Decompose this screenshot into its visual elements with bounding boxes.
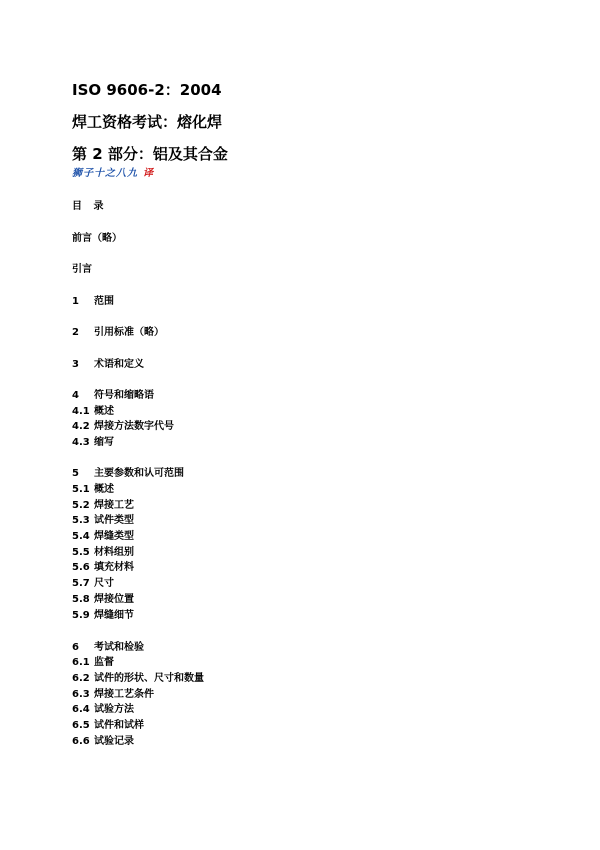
translator-suffix: 译 xyxy=(143,168,154,179)
toc-entry-number: 5 xyxy=(72,468,79,479)
toc-entry-number: 5.3 xyxy=(72,515,90,526)
toc-entry xyxy=(72,515,134,527)
toc-entry-text: 范围 xyxy=(94,296,114,307)
toc-entry-text: 主要参数和认可范围 xyxy=(94,468,184,479)
toc-entry-text: 引用标准（略） xyxy=(94,327,164,338)
toc-entry-text: 试验方法 xyxy=(94,704,134,715)
translator-credit xyxy=(72,168,154,180)
toc-entry-number: 6 xyxy=(72,642,79,653)
toc-entry-number: 5.1 xyxy=(72,484,90,495)
toc-entry xyxy=(72,720,144,732)
toc-entry-text: 引言 xyxy=(72,264,92,275)
toc-entry-text: 试件和试样 xyxy=(94,720,144,731)
toc-entry xyxy=(72,657,114,669)
toc-entry xyxy=(72,736,134,748)
toc-entry xyxy=(72,500,134,512)
toc-entry xyxy=(72,562,134,574)
toc-entry-text: 焊接工艺 xyxy=(94,500,134,511)
toc-entry xyxy=(72,704,134,716)
toc-entry xyxy=(72,359,144,371)
toc-entry xyxy=(72,689,154,701)
toc-entry-number: 1 xyxy=(72,296,79,307)
toc-entry-number: 4 xyxy=(72,390,79,401)
toc-entry-number: 5.8 xyxy=(72,594,90,605)
toc-entry-text: 焊接工艺条件 xyxy=(94,689,154,700)
toc-entry xyxy=(72,390,154,402)
toc-entry xyxy=(72,484,114,496)
toc-entry-number: 5.7 xyxy=(72,578,90,589)
toc-entry xyxy=(72,437,114,449)
toc-entry-number: 6.5 xyxy=(72,720,90,731)
toc-entry-text: 概述 xyxy=(94,484,114,495)
toc-entry-number: 6.4 xyxy=(72,704,90,715)
toc-entry-text: 填充材料 xyxy=(94,562,134,573)
toc-entry xyxy=(72,421,174,433)
toc-entry-text: 考试和检验 xyxy=(94,642,144,653)
toc-entry-number: 6.1 xyxy=(72,657,90,668)
toc-entry-text: 试件的形状、尺寸和数量 xyxy=(94,673,204,684)
toc-entry-number: 5.9 xyxy=(72,610,90,621)
toc-entry-number: 2 xyxy=(72,327,79,338)
toc-entry-text: 符号和缩略语 xyxy=(94,390,154,401)
document-title: 焊工资格考试：熔化焊 xyxy=(72,113,223,131)
toc-entry-text: 焊接方法数字代号 xyxy=(94,421,174,432)
toc-entry-text: 缩写 xyxy=(94,437,114,448)
toc-entry xyxy=(72,547,134,559)
toc-entry xyxy=(72,531,134,543)
toc-entry xyxy=(72,468,184,480)
toc-entry-number: 5.2 xyxy=(72,500,90,511)
toc-entry-number: 5.5 xyxy=(72,547,90,558)
toc-entry-text: 焊接位置 xyxy=(94,594,134,605)
toc-heading: 目 录 xyxy=(72,201,108,212)
toc-entry-text: 试验记录 xyxy=(94,736,134,747)
toc-entry-number: 6.2 xyxy=(72,673,90,684)
toc-entry-number: 6.6 xyxy=(72,736,90,747)
toc-entry xyxy=(72,264,92,276)
toc-entry-number: 3 xyxy=(72,359,79,370)
translator-name: 狮子十之八九 xyxy=(72,168,138,179)
toc-entry-number: 4.1 xyxy=(72,406,90,417)
toc-entry-number: 4.3 xyxy=(72,437,90,448)
toc-entry-text: 材料组别 xyxy=(94,547,134,558)
toc-entry-number: 6.3 xyxy=(72,689,90,700)
toc-entry-text: 焊缝细节 xyxy=(94,610,134,621)
document-part-title: 第 2 部分：铝及其合金 xyxy=(72,145,228,163)
toc-entry xyxy=(72,327,164,339)
toc-entry xyxy=(72,578,114,590)
toc-entry-text: 前言（略） xyxy=(72,233,122,244)
toc-entry-number: 5.4 xyxy=(72,531,90,542)
toc-entry-text: 概述 xyxy=(94,406,114,417)
toc-entry xyxy=(72,406,114,418)
toc-entry-text: 尺寸 xyxy=(94,578,114,589)
toc-entry xyxy=(72,642,144,654)
toc-entry xyxy=(72,296,114,308)
toc-entry-text: 术语和定义 xyxy=(94,359,144,370)
standard-number: ISO 9606-2：2004 xyxy=(72,81,222,99)
toc-entry-text: 焊缝类型 xyxy=(94,531,134,542)
toc-entry-number: 5.6 xyxy=(72,562,90,573)
toc-entry xyxy=(72,610,134,622)
toc-entry-number: 4.2 xyxy=(72,421,90,432)
toc-entry xyxy=(72,673,204,685)
toc-entry-text: 试件类型 xyxy=(94,515,134,526)
toc-entry-text: 监督 xyxy=(94,657,114,668)
toc-entry xyxy=(72,233,122,245)
toc-entry xyxy=(72,594,134,606)
